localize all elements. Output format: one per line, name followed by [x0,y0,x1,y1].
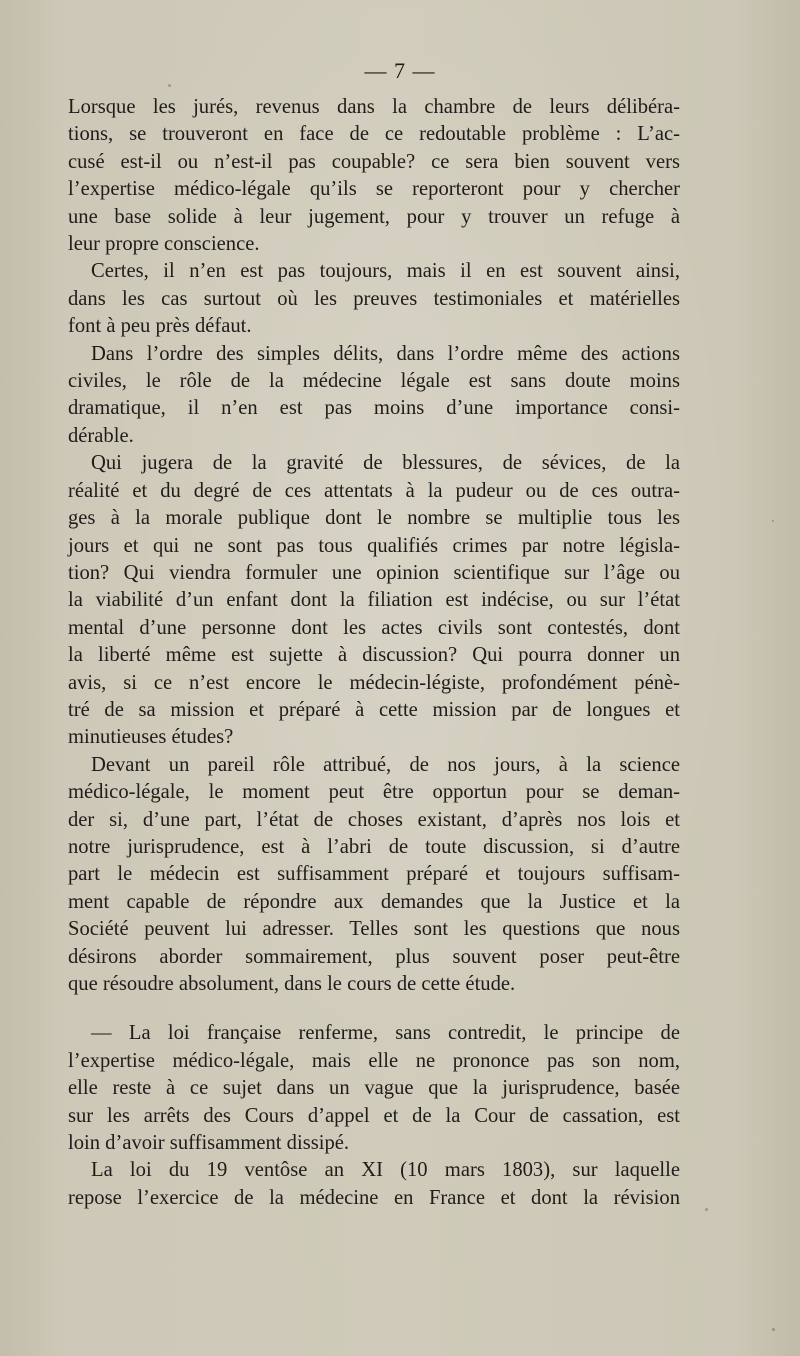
text-line: civiles, le rôle de la médecine légale est sans doute moins [68,370,680,393]
paper-speck [705,1208,708,1211]
text-line: Dans l’ordre des simples délits, dans l’ordre même des actions [91,342,680,365]
text-line: ment capable de répondre aux demandes que la Justice et la [68,890,680,913]
text-line: Certes, il n’en est pas toujours, mais il en est souvent ainsi, [91,260,680,283]
text-line: tré de sa mission et préparé à cette mission par de longues et [68,698,680,721]
text-line: l’expertise médico-légale, mais elle ne prononce pas son nom, [68,1049,680,1072]
section-gap [68,998,680,1020]
text-line: dérable. [68,424,134,447]
text-line: tions, se trouveront en face de ce redoutable problème : L’ac- [68,123,680,146]
text-line: désirons aborder sommairement, plus souvent poser peut-être [68,945,680,968]
text-line: jours et qui ne sont pas tous qualifiés crimes par notre législa- [68,534,680,557]
text-line: Qui jugera de la gravité de blessures, de sévices, de la [91,452,680,475]
text-line: la liberté même est sujette à discussion? Qui pourra donner un [68,644,680,667]
paragraph [68,1157,680,1212]
text-line: Lorsque les jurés, revenus dans la chambre de leurs délibéra- [68,96,680,118]
text-line: avis, si ce n’est encore le médecin-légiste, profondément pénè- [68,671,680,694]
text-line: elle reste à ce sujet dans un vague que la jurisprudence, basée [68,1077,680,1100]
paragraph [68,341,680,451]
text-line: font à peu près défaut. [68,315,252,338]
text-line: — La loi française renferme, sans contredit, le principe de [91,1022,680,1045]
text-line: La loi du 19 ventôse an XI (10 mars 1803), sur laquelle [91,1159,680,1182]
text-line: minutieuses études? [68,726,234,749]
paper-speck [168,84,171,87]
text-line: repose l’exercice de la médecine en France et dont la révision [68,1186,680,1209]
text-line: tion? Qui viendra formuler une opinion scientifique sur l’âge ou [68,561,680,584]
text-line: Devant un pareil rôle attribué, de nos jours, à la science [91,753,680,776]
text-line: der si, d’une part, l’état de choses existant, d’après nos lois et [68,808,680,831]
page-number: — 7 — [364,58,436,83]
paragraph [68,450,680,751]
paper-speck [772,1328,775,1331]
text-line: dramatique, il n’en est pas moins d’une importance consi- [68,397,680,420]
text-line: loin d’avoir suffisamment dissipé. [68,1132,350,1155]
text-line: une base solide à leur jugement, pour y trouver un refuge à [68,205,680,228]
text-line: Société peuvent lui adresser. Telles sont les questions que nous [68,918,680,941]
text-line: sur les arrêts des Cours d’appel et de la Cour de cassation, est [68,1104,680,1127]
text-line: notre jurisprudence, est à l’abri de toute discussion, si d’autre [68,835,680,858]
text-line: leur propre conscience. [68,233,260,256]
text-line: la viabilité d’un enfant dont la filiation est indécise, ou sur l’état [68,589,680,612]
paragraph [68,1020,680,1157]
text-line: ges à la morale publique dont le nombre se multiplie tous les [68,507,680,530]
text-line: que résoudre absolument, dans le cours de cette étude. [68,973,516,995]
text-line: réalité et du degré de ces attentats à la pudeur ou de ces outra- [68,479,680,502]
paragraph [68,94,680,258]
paper-speck [772,520,774,522]
text-line: médico-légale, le moment peut être opportun pour se deman- [68,781,680,804]
page-text [68,94,680,1212]
paragraph [68,752,680,999]
text-line: part le médecin est suffisamment préparé et toujours suffisam- [68,863,680,886]
paragraph [68,258,680,340]
text-line: cusé est-il ou n’est-il pas coupable? ce sera bien souvent vers [68,150,680,173]
text-line: mental d’une personne dont les actes civils sont contestés, dont [68,616,680,639]
text-line: l’expertise médico-légale qu’ils se reporteront pour y chercher [68,178,680,201]
text-line: dans les cas surtout où les preuves testimoniales et matérielles [68,287,680,310]
